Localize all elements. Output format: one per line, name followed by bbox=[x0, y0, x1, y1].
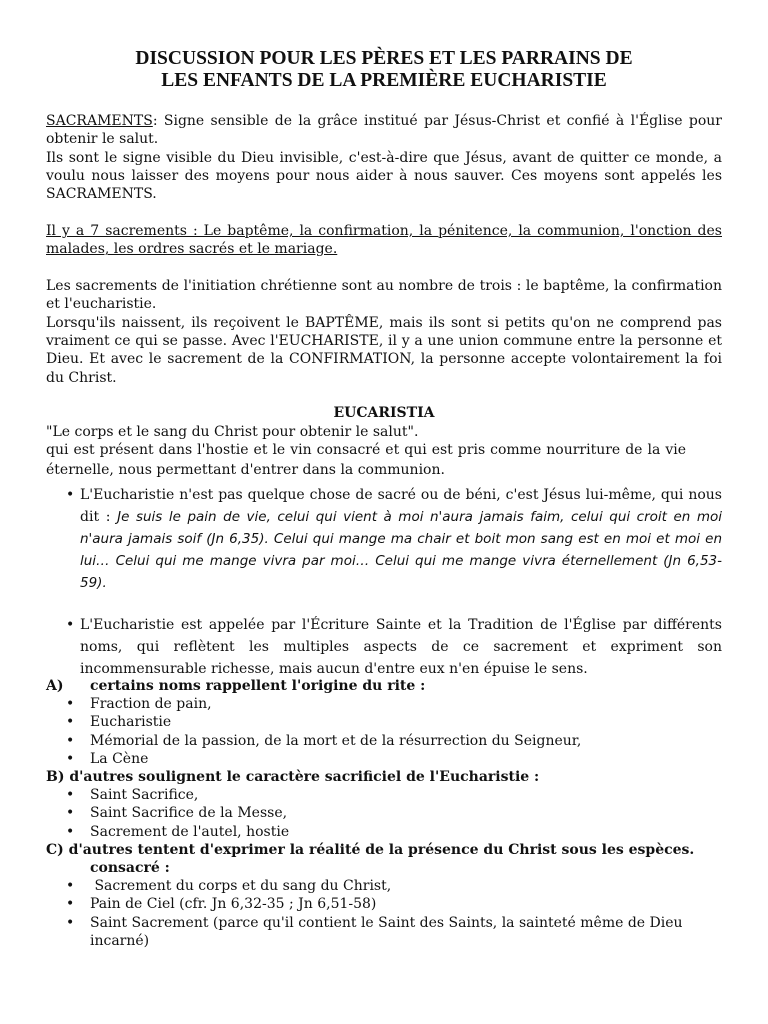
section-b-heading bbox=[46, 768, 722, 786]
section-a-heading bbox=[46, 677, 722, 695]
list-item bbox=[46, 804, 722, 822]
bullet-icon: • bbox=[66, 914, 75, 931]
list-item-text: Saint Sacrifice, bbox=[90, 787, 199, 804]
eucharist-bullets bbox=[46, 484, 722, 680]
list-item-text: Eucharistie bbox=[90, 714, 172, 731]
list-item-text: Saint Sacrement (parce qu'il contient le Saint des Saints, la sainteté même de Dieu incarné) bbox=[90, 914, 683, 949]
eucaristia-heading: EUCARISTIA bbox=[333, 405, 435, 421]
bullet-icon: • bbox=[66, 823, 75, 840]
bullet-icon: • bbox=[66, 714, 75, 731]
names-list bbox=[46, 677, 722, 950]
section-b-label: B) bbox=[46, 769, 65, 786]
list-item bbox=[46, 786, 722, 804]
list-item bbox=[46, 914, 722, 950]
bullet-icon: • bbox=[66, 617, 75, 633]
bullet-item bbox=[46, 484, 722, 594]
bullet-icon: • bbox=[66, 487, 75, 503]
list-item-text: Sacrement du corps et du sang du Christ, bbox=[90, 878, 392, 895]
bullet-1-quote: Je suis le pain de vie, celui qui vient à moi n'aura jamais faim, celui qui croit en moi n'aura jamais soif (Jn 6,35). Celui qui mange ma chair et boit mon sang est en moi et moi en lui… Celui qui me mange vivra par moi… Celui qui me mange vivra éternellement (Jn 6,53-59). bbox=[80, 509, 723, 591]
list-item bbox=[46, 877, 722, 895]
section-c-title: d'autres tentent d'exprimer la réalité de la présence du Christ sous les espèces. bbox=[68, 841, 695, 858]
bullet-1-lead: L'Eucharistie n'est pas quelque chose de sacré ou de béni, c'est Jésus lui-même, qui nous dit : bbox=[80, 487, 722, 525]
initiation-paragraph-2: Lorsqu'ils naissent, ils reçoivent le BAPTÊME, mais ils sont si petits qu'on ne comprend pas vraiment ce qui se passe. Avec l'EUCHARISTE, il y a une union commune entre la personne et Dieu. Et avec le sacrement de la CONFIRMATION, la personne accepte volontairement la foi du Christ. bbox=[46, 315, 722, 386]
document-title bbox=[0, 48, 768, 92]
bullet-item bbox=[46, 614, 722, 680]
bullet-icon: • bbox=[66, 896, 75, 913]
eucaristia-quote: "Le corps et le sang du Christ pour obtenir le salut". bbox=[46, 424, 419, 440]
list-item bbox=[46, 895, 722, 913]
list-item bbox=[46, 823, 722, 841]
sacraments-definition bbox=[46, 112, 722, 148]
list-item bbox=[46, 713, 722, 731]
list-item-text: Saint Sacrifice de la Messe, bbox=[90, 805, 288, 822]
seven-sacraments: Il y a 7 sacrements : Le baptême, la confirmation, la pénitence, la communion, l'onction des malades, les ordres sacrés et le mariage. bbox=[46, 223, 722, 258]
section-c-label: C) bbox=[46, 841, 64, 858]
bullet-icon: • bbox=[66, 805, 75, 822]
list-item-text: Fraction de pain, bbox=[90, 696, 212, 713]
list-item-text: La Cène bbox=[90, 750, 149, 767]
section-a-label: A) bbox=[46, 678, 64, 694]
bullet-2-text: L'Eucharistie est appelée par l'Écriture Sainte et la Tradition de l'Église par différents noms, qui reflètent les multiples aspects de ce sacrement et expriment son incommensurable richesse, mais aucun d'entre eux n'en épuise le sens. bbox=[80, 617, 722, 677]
list-item-text: Mémorial de la passion, de la mort et de la résurrection du Seigneur, bbox=[90, 732, 582, 749]
list-item-text: Pain de Ciel (cfr. Jn 6,32-35 ; Jn 6,51-58) bbox=[90, 896, 377, 913]
section-a-title: certains noms rappellent l'origine du rite : bbox=[90, 678, 426, 694]
initiation-paragraph-1: Les sacrements de l'initiation chrétienne sont au nombre de trois : le baptême, la confirmation et l'eucharistie. bbox=[46, 278, 722, 313]
section-b-title: d'autres soulignent le caractère sacrificiel de l'Eucharistie : bbox=[69, 769, 540, 786]
eucaristia-text: qui est présent dans l'hostie et le vin consacré et qui est pris comme nourriture de la vie éternelle, nous permettant d'entrer dans la communion. bbox=[46, 442, 686, 478]
bullet-icon: • bbox=[66, 732, 75, 749]
sacraments-term: SACRAMENTS bbox=[46, 113, 153, 129]
title-line-1: DISCUSSION POUR LES PÈRES ET LES PARRAINS DE bbox=[135, 48, 633, 69]
title-line-2: LES ENFANTS DE LA PREMIÈRE EUCHARISTIE bbox=[161, 70, 607, 91]
bullet-icon: • bbox=[66, 696, 75, 713]
list-item bbox=[46, 695, 722, 713]
list-item bbox=[46, 750, 722, 768]
list-item bbox=[46, 732, 722, 750]
bullet-icon: • bbox=[66, 750, 75, 767]
list-item-text: Sacrement de l'autel, hostie bbox=[90, 823, 290, 840]
bullet-icon: • bbox=[66, 787, 75, 804]
bullet-icon: • bbox=[66, 878, 75, 895]
section-c-heading-continued: consacré : bbox=[90, 860, 170, 877]
section-c-heading bbox=[46, 841, 722, 859]
sacraments-paragraph: Ils sont le signe visible du Dieu invisible, c'est-à-dire que Jésus, avant de quitter ce monde, a voulu nous laisser des moyens pour nous aider à nous sauver. Ces moyens sont appelés les SACRAMENTS. bbox=[46, 150, 722, 203]
sacraments-definition-text: : Signe sensible de la grâce institué par Jésus-Christ et confié à l'Église pour obtenir le salut. bbox=[46, 113, 722, 148]
